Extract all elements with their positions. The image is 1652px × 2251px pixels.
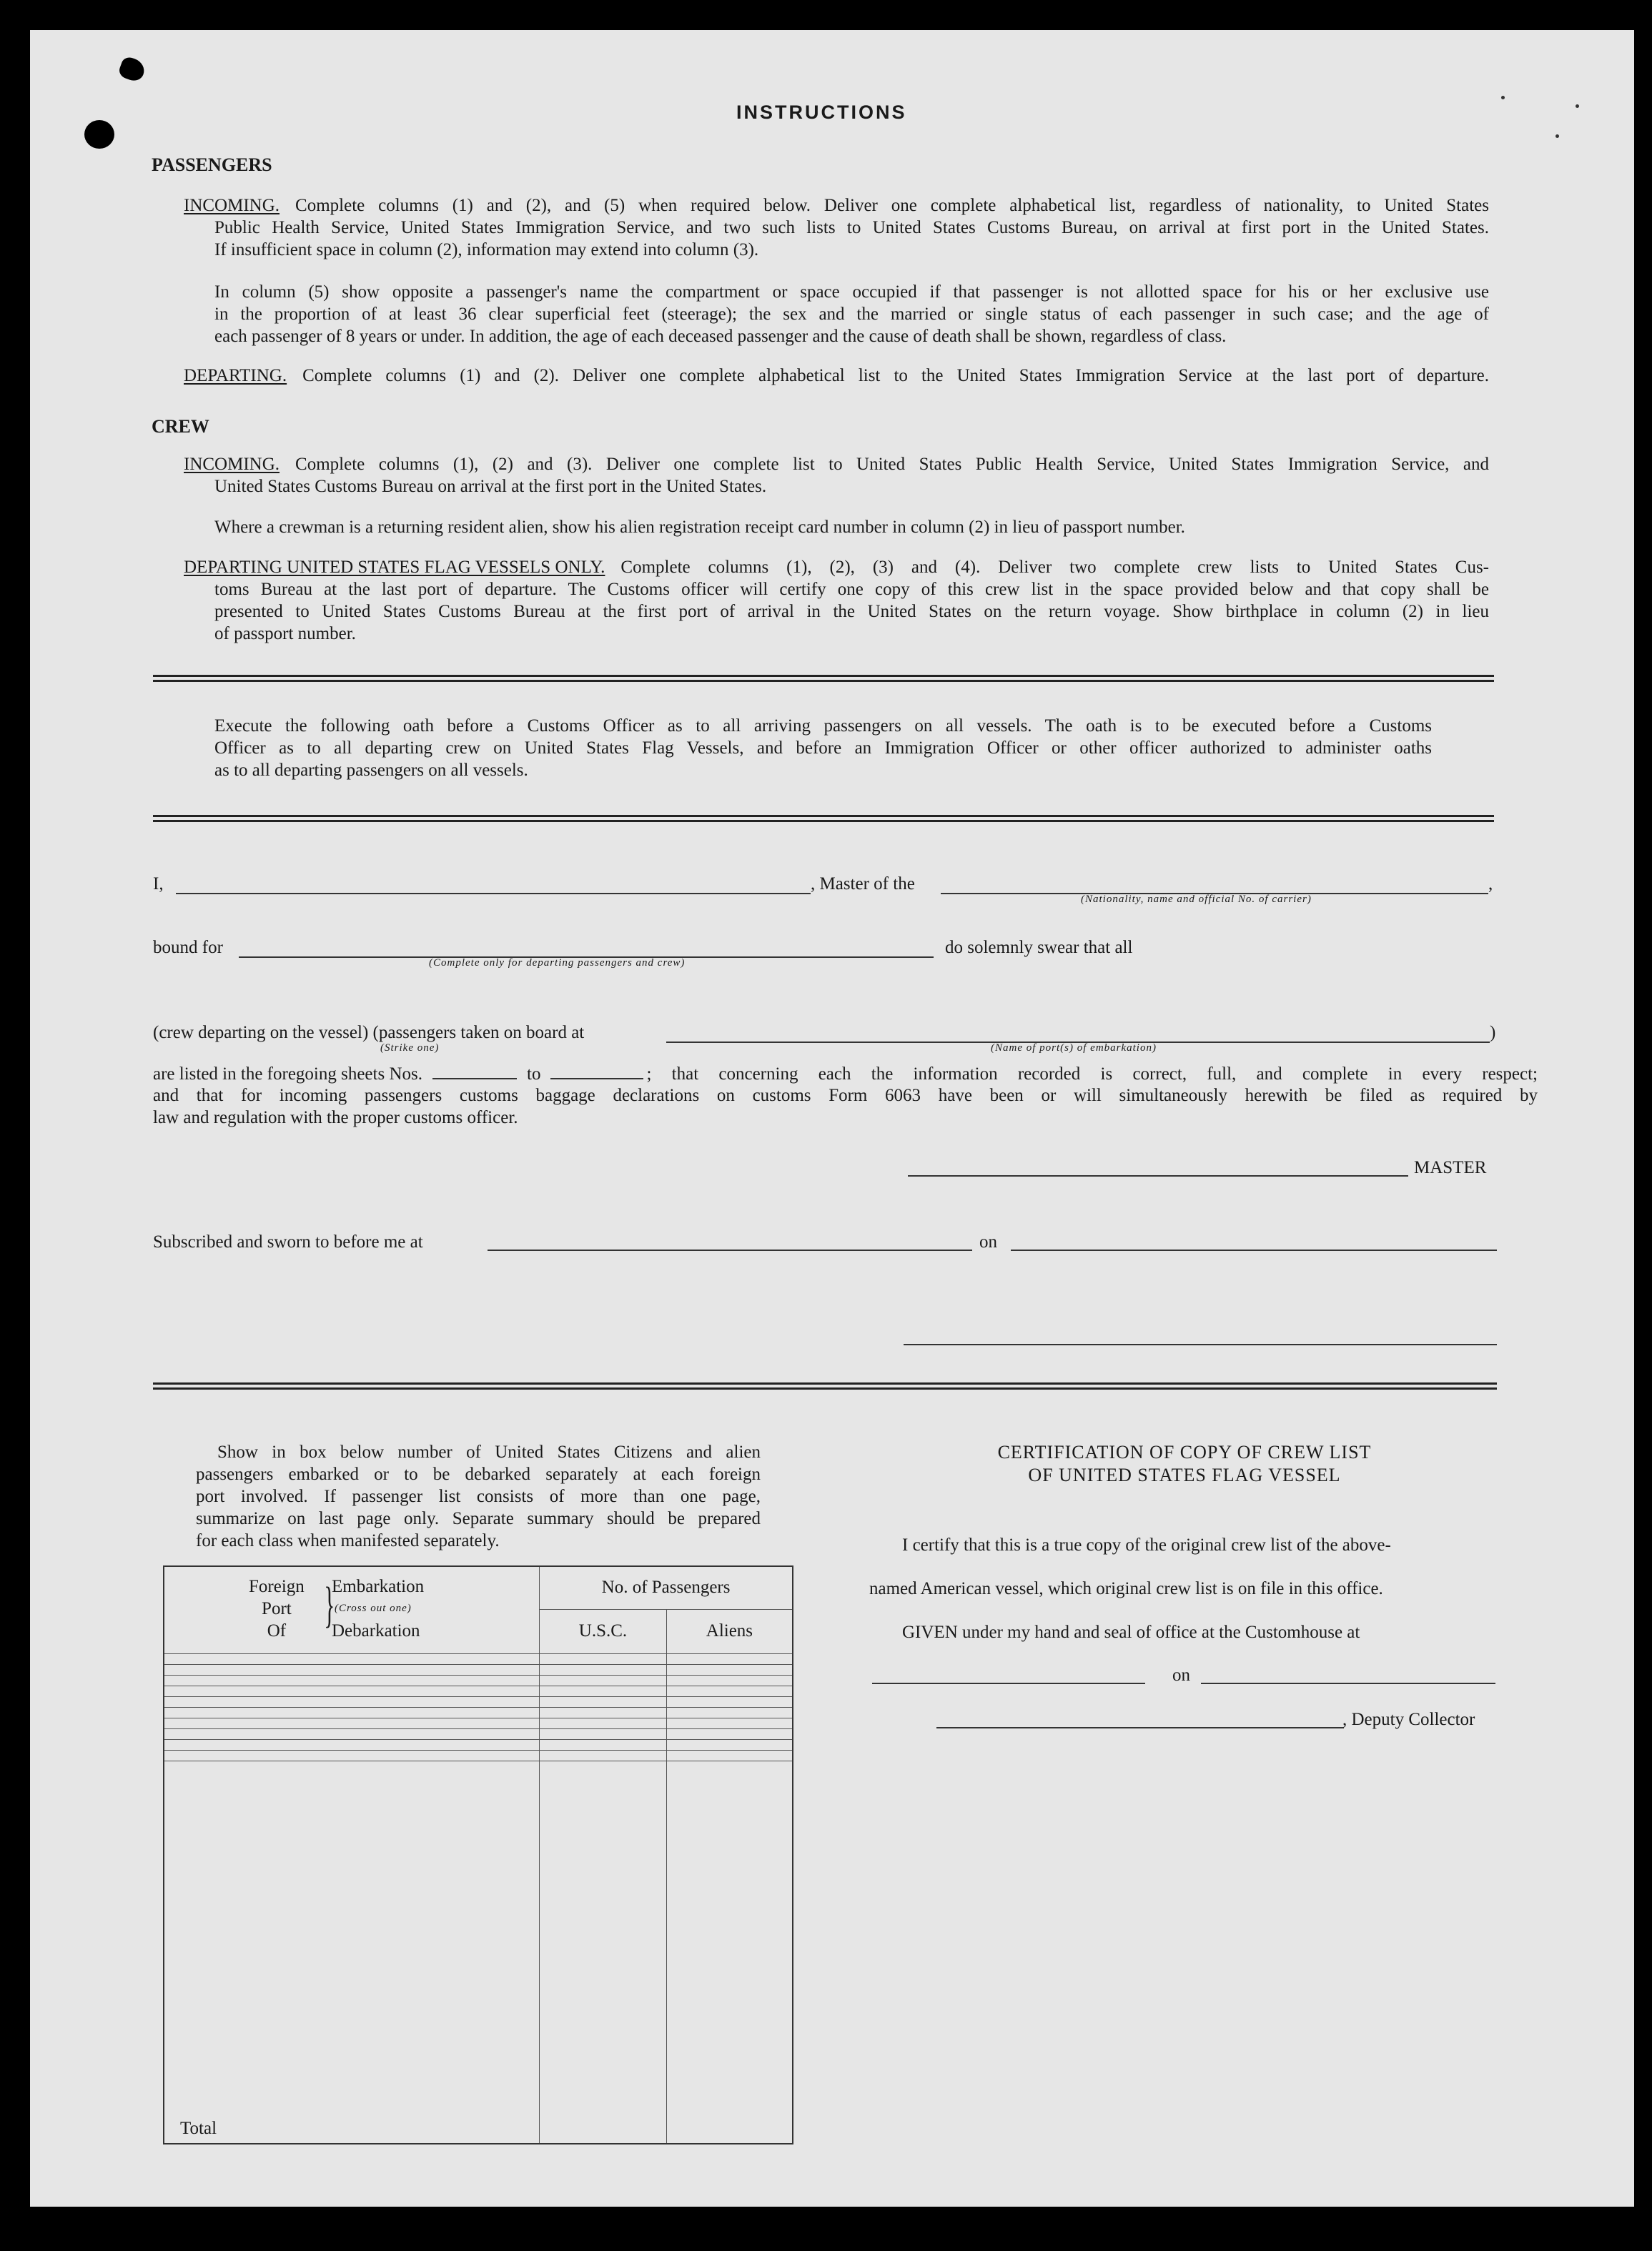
crew-incoming-line-1 (184, 453, 1489, 475)
port-cell[interactable] (164, 1686, 540, 1696)
table-row (164, 1728, 793, 1739)
aliens-cell[interactable] (666, 1696, 793, 1707)
usc-cell[interactable] (540, 1707, 667, 1718)
crew-incoming-text-2: United States Customs Bureau on arrival at the first port in the United States. (214, 477, 767, 496)
summary-line-4: summarize on last page only. Separate summary should be prepared (196, 1509, 761, 1528)
usc-cell[interactable] (540, 1675, 667, 1686)
officer-signature-field[interactable] (904, 1344, 1497, 1345)
subscribed-label: Subscribed and sworn to before me at (153, 1232, 423, 1252)
speck (1576, 104, 1579, 108)
total-usc-cell[interactable] (540, 1761, 667, 2144)
master-name-field[interactable] (176, 893, 811, 894)
cert-date-field[interactable] (1201, 1683, 1495, 1684)
aliens-cell[interactable] (666, 1740, 793, 1751)
brace: } (324, 1578, 335, 1633)
summary-line-5: for each class when manifested separately. (196, 1531, 500, 1550)
aliens-cell[interactable] (666, 1675, 793, 1686)
certification-title-2: OF UNITED STATES FLAG VESSEL (1028, 1465, 1341, 1485)
sheet-from-field[interactable] (432, 1062, 517, 1079)
master-label: MASTER (1414, 1158, 1487, 1177)
embarkation-label: Embarkation (332, 1577, 425, 1596)
speck (1501, 96, 1505, 99)
master-of-label: , Master of the (811, 874, 915, 894)
passengers-incoming-line-1 (184, 194, 1489, 217)
summary-note (196, 1441, 761, 1552)
aliens-cell[interactable] (666, 1653, 793, 1664)
sworn-on-label: on (979, 1232, 997, 1252)
oath-i-label: I, (153, 874, 164, 894)
port-cell[interactable] (164, 1675, 540, 1686)
ink-blot-left (84, 120, 114, 149)
port-cell[interactable] (164, 1740, 540, 1751)
table-row (164, 1686, 793, 1696)
total-row (164, 1761, 793, 2144)
aliens-cell[interactable] (666, 1728, 793, 1739)
section-divider (153, 815, 1494, 822)
passengers-incoming-label: INCOMING. (184, 196, 280, 215)
table-row (164, 1664, 793, 1675)
usc-cell[interactable] (540, 1718, 667, 1728)
nationality-caption: (Nationality, name and official No. of carrier) (1081, 894, 1312, 905)
column5-text-1: In column (5) show opposite a passenger's name the compartment or space occupied if that passenger is not allotted space for his or her exclusive use (214, 282, 1489, 302)
of-label: Of (267, 1621, 287, 1641)
page-title: INSTRUCTIONS (736, 102, 907, 123)
crew-incoming-label: INCOMING. (184, 455, 280, 474)
usc-cell[interactable] (540, 1728, 667, 1739)
debarkation-label: Debarkation (332, 1621, 420, 1641)
foreign-label: Foreign (249, 1577, 305, 1596)
port-cell[interactable] (164, 1718, 540, 1728)
port-cell[interactable] (164, 1653, 540, 1664)
passengers-incoming-text-2: Public Health Service, United States Immigration Service, and two such lists to United States Customs Bureau, on arrival at first port in the United States. (214, 218, 1489, 237)
sworn-place-field[interactable] (488, 1250, 972, 1251)
column5-text-3: each passenger of 8 years or under. In addition, the age of each deceased passenger and the cause of death shall be shown, regardless of class. (214, 327, 1227, 346)
table-row (164, 1675, 793, 1686)
ports-caption: (Name of port(s) of embarkation) (991, 1042, 1157, 1054)
usc-cell[interactable] (540, 1740, 667, 1751)
listed-text-1b: ; that concerning each the information recorded is correct, full, and complete in every respect; (646, 1064, 1538, 1084)
passenger-summary-table (163, 1565, 793, 2144)
master-signature-field[interactable] (908, 1175, 1408, 1177)
usc-cell[interactable] (540, 1751, 667, 1761)
section-divider (153, 675, 1494, 682)
listed-text-3: law and regulation with the proper customs officer. (153, 1108, 518, 1127)
customhouse-field[interactable] (872, 1683, 1145, 1684)
close-paren: ) (1490, 1023, 1496, 1042)
usc-header: U.S.C. (540, 1609, 667, 1653)
table-row (164, 1653, 793, 1664)
total-aliens-cell[interactable] (666, 1761, 793, 2144)
comma: , (1488, 874, 1493, 894)
total-label: Total (164, 1761, 540, 2144)
table-row (164, 1696, 793, 1707)
crew-departing-line-1 (184, 556, 1489, 578)
crew-departing-text-3: presented to United States Customs Bureau at the first port of arrival in the United States on the return voyage. Show birthplace in column (2) in lieu (214, 602, 1489, 621)
crew-incoming-text-1: Complete columns (1), (2) and (3). Deliver one complete list to United States Public Health Service, United States Immigration Service, and (295, 455, 1489, 474)
passengers-incoming-text-3: If insufficient space in column (2), information may extend into column (3). (214, 240, 759, 259)
table-row (164, 1740, 793, 1751)
crew-departing-text-1: Complete columns (1), (2), (3) and (4). Deliver two complete crew lists to United States Cus- (620, 558, 1489, 577)
column5-text-2: in the proportion of at least 36 clear superficial feet (steerage); the sex and the married or single status of each passenger in such case; and the age of (214, 305, 1489, 324)
section-divider (153, 1382, 1497, 1390)
aliens-cell[interactable] (666, 1664, 793, 1675)
listed-line-1 (153, 1062, 1538, 1085)
aliens-header: Aliens (666, 1609, 793, 1653)
port-cell[interactable] (164, 1751, 540, 1761)
to-label: to (527, 1064, 541, 1084)
usc-cell[interactable] (540, 1686, 667, 1696)
listed-text-1: are listed in the foregoing sheets Nos. (153, 1064, 422, 1084)
passengers-departing-label: DEPARTING. (184, 366, 287, 385)
summary-line-3: port involved. If passenger list consists of more than one page, (196, 1487, 761, 1506)
table-row (164, 1718, 793, 1728)
port-cell[interactable] (164, 1707, 540, 1718)
crew-departing-text-2: toms Bureau at the last port of departure. The Customs officer will certify one copy of this crew list in the space provided below and that copy shall be (214, 580, 1489, 599)
deputy-signature-field[interactable] (936, 1727, 1344, 1728)
certification-title-1: CERTIFICATION OF COPY OF CREW LIST (997, 1442, 1372, 1463)
no-of-passengers-header: No. of Passengers (540, 1566, 793, 1609)
sworn-date-field[interactable] (1011, 1250, 1497, 1251)
usc-cell[interactable] (540, 1696, 667, 1707)
port-cell[interactable] (164, 1696, 540, 1707)
strike-one-caption: (Strike one) (380, 1042, 440, 1054)
usc-cell[interactable] (540, 1664, 667, 1675)
aliens-cell[interactable] (666, 1718, 793, 1728)
passengers-incoming-text-1: Complete columns (1) and (2), and (5) when required below. Deliver one complete alphabetical list, regardless of nationality, to United States (295, 196, 1489, 215)
aliens-cell[interactable] (666, 1686, 793, 1696)
sheet-to-field[interactable] (550, 1062, 643, 1079)
oath-instructions-1: Execute the following oath before a Customs Officer as to all arriving passengers on all vessels. The oath is to be executed before a Customs (214, 716, 1432, 736)
usc-cell[interactable] (540, 1653, 667, 1664)
summary-line-2: passengers embarked or to be debarked separately at each foreign (196, 1465, 761, 1484)
table-row (164, 1751, 793, 1761)
deputy-collector-label: , Deputy Collector (1342, 1710, 1475, 1729)
passengers-heading: PASSENGERS (152, 154, 272, 175)
cert-on-label: on (1172, 1666, 1190, 1685)
crew-departing-text: (crew departing on the vessel) (passengers taken on board at (153, 1023, 585, 1042)
aliens-cell[interactable] (666, 1751, 793, 1761)
port-cell[interactable] (164, 1728, 540, 1739)
swear-text: do solemnly swear that all (945, 938, 1133, 957)
port-header (164, 1566, 540, 1653)
crew-departing-label: DEPARTING UNITED STATES FLAG VESSELS ONLY. (184, 558, 605, 577)
crew-departing-text-4: of passport number. (214, 624, 356, 643)
port-label: Port (262, 1599, 292, 1618)
cross-out-label: (Cross out one) (335, 1603, 412, 1614)
summary-line-1: Show in box below number of United States Citizens and alien (217, 1443, 761, 1462)
oath-instructions-3: as to all departing passengers on all vessels. (214, 761, 528, 780)
passengers-departing-text: Complete columns (1) and (2). Deliver one complete alphabetical list to the United States Immigration Service at the last port of departure. (302, 366, 1489, 385)
speck (1555, 134, 1559, 138)
oath-instructions-2: Officer as to all departing crew on United States Flag Vessels, and before an Immigration Officer or other officer authorized to administer oaths (214, 738, 1432, 758)
cert-text-2: named American vessel, which original crew list is on file in this office. (869, 1579, 1383, 1598)
crew-resident-text: Where a crewman is a returning resident alien, show his alien registration receipt card number in column (2) in lieu of passport number. (214, 518, 1185, 537)
table-row (164, 1707, 793, 1718)
passengers-departing-line (184, 365, 1489, 387)
port-cell[interactable] (164, 1664, 540, 1675)
bound-caption: (Complete only for departing passengers and crew) (429, 957, 686, 969)
aliens-cell[interactable] (666, 1707, 793, 1718)
cert-text-3: GIVEN under my hand and seal of office at the Customhouse at (902, 1623, 1360, 1642)
certification-title (822, 1441, 1547, 1487)
cert-text-1: I certify that this is a true copy of the original crew list of the above- (902, 1535, 1391, 1555)
crew-heading: CREW (152, 416, 209, 437)
bound-for-label: bound for (153, 938, 223, 957)
listed-text-2: and that for incoming passengers customs baggage declarations on customs Form 6063 have been or will simultaneously herewith be filed as required by (153, 1086, 1538, 1105)
